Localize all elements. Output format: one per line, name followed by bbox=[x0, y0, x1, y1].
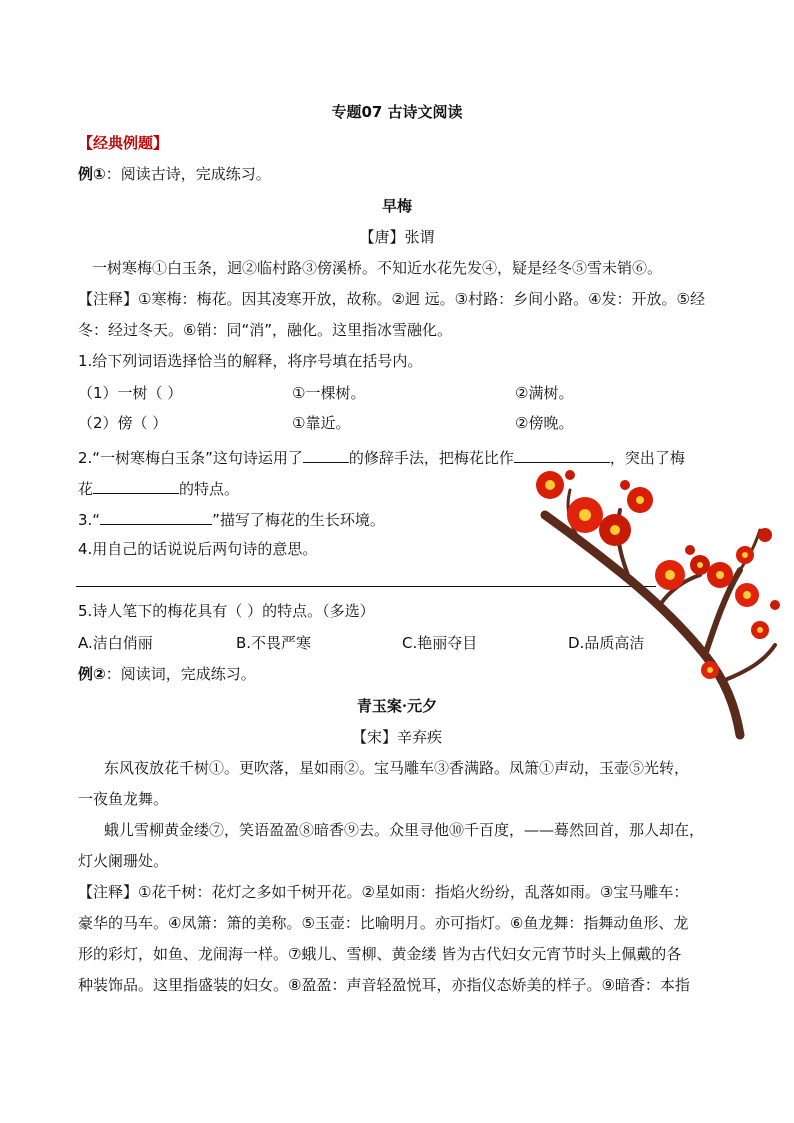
question-4: 4.用自己的话说说后两句诗的意思。 bbox=[78, 540, 318, 558]
blossoms bbox=[536, 470, 780, 679]
poem2-notes-line2: 豪华的马车。④凤箫：箫的美称。⑤玉壶：比喻明月。亦可指灯。⑥鱼龙舞：指舞动鱼形、龙 bbox=[78, 914, 689, 932]
poem2-para1-line2: 一夜鱼龙舞。 bbox=[78, 790, 169, 808]
question-1-item-2: （2）傍（ ） bbox=[78, 414, 168, 432]
poem2-notes-line4: 种装饰品。这里指盛装的妇女。⑧盈盈：声音轻盈悦耳，亦指仪态娇美的样子。⑨暗香：本指 bbox=[78, 976, 690, 994]
question-3-text-a: 3.“ bbox=[78, 511, 101, 529]
poem2-notes-line3: 形的彩灯，如鱼、龙闹海一样。⑦蛾儿、雪柳、黄金缕 皆为古代妇女元宵节时头上佩戴的各 bbox=[78, 945, 682, 963]
question-5-stem: 5.诗人笔下的梅花具有（ ）的特点。（多选） bbox=[78, 602, 375, 620]
question-1-item-1-option-2: ②满树。 bbox=[515, 384, 574, 402]
question-2-text-c: ，突出了梅 bbox=[609, 449, 685, 467]
answer-blank-feature[interactable] bbox=[93, 477, 179, 494]
question-1-stem: 1.给下列词语选择恰当的解释，将序号填在括号内。 bbox=[78, 352, 423, 370]
example1-heading bbox=[78, 164, 271, 184]
question-2-text-e: 的特点。 bbox=[179, 480, 240, 498]
question-2-text-a: 2.“一树寒梅白玉条”这句诗运用了 bbox=[78, 449, 303, 467]
poem2-para2-line1: 蛾儿雪柳黄金缕⑦，笑语盈盈⑧暗香⑨去。众里寻他⑩千百度，——蓦然回首，那人却在， bbox=[104, 821, 705, 839]
plum-blossom-branch-illustration bbox=[510, 455, 790, 740]
page-title: 专题07 古诗文阅读 bbox=[331, 103, 463, 121]
example1-label: 例① bbox=[78, 165, 106, 183]
question-2-text-d: 花 bbox=[78, 480, 94, 498]
poem1-author: 张谓 bbox=[404, 228, 435, 246]
example2-heading bbox=[78, 664, 256, 684]
question-3 bbox=[78, 508, 385, 530]
question-5-option-c[interactable]: C.艳丽夺目 bbox=[402, 634, 478, 652]
answer-blank-rhetoric[interactable] bbox=[303, 446, 349, 463]
poem2-notes-line1: 【注释】①花千树：花灯之多如千树开花。②星如雨：指焰火纷纷，乱落如雨。③宝马雕车： bbox=[78, 883, 689, 901]
question-3-text-b: ”描写了梅花的生长环境。 bbox=[212, 511, 385, 529]
example2-instruction: ：阅读词，完成练习。 bbox=[105, 665, 256, 683]
poem1-notes-line2: 冬：经过冬天。⑥销：同“消”，融化。这里指冰雪融化。 bbox=[78, 321, 452, 339]
poem1-text: 一树寒梅①白玉条，迥②临村路③傍溪桥。不知近水花先发④，疑是经冬⑤雪未销⑥。 bbox=[92, 259, 663, 277]
question-2-line2 bbox=[78, 477, 239, 499]
question-1-item-1-option-1: ①一棵树。 bbox=[292, 384, 366, 402]
question-5-option-a[interactable]: A.洁白俏丽 bbox=[78, 634, 153, 652]
example1-instruction: ：阅读古诗，完成练习。 bbox=[105, 165, 271, 183]
question-5-option-b[interactable]: B.不畏严寒 bbox=[236, 634, 312, 652]
answer-blank-verse[interactable] bbox=[100, 508, 212, 525]
question-1-item-2-option-2: ②傍晚。 bbox=[515, 414, 574, 432]
poem2-para1-line1: 东风夜放花千树①。更吹落，星如雨②。宝马雕车③香满路。凤箫①声动，玉壶⑤光转， bbox=[104, 759, 690, 777]
poem2-dynasty: 【宋】 bbox=[351, 728, 397, 746]
poem2-title: 青玉案·元夕 bbox=[356, 697, 438, 715]
poem2-para2-line2: 灯火阑珊处。 bbox=[78, 852, 169, 870]
section-label: 【经典例题】 bbox=[78, 134, 169, 152]
poem1-dynasty: 【唐】 bbox=[359, 228, 405, 246]
poem1-byline bbox=[0, 227, 794, 247]
question-5-option-d[interactable]: D.品质高洁 bbox=[568, 634, 645, 652]
question-1-item-1: （1）一树（ ） bbox=[78, 384, 183, 402]
poem2-author: 辛弃疾 bbox=[397, 728, 443, 746]
question-2-text-b: 的修辞手法，把梅花比作 bbox=[348, 449, 514, 467]
example2-label: 例② bbox=[78, 665, 106, 683]
question-1-item-2-option-1: ①靠近。 bbox=[292, 414, 351, 432]
poem1-title: 早梅 bbox=[381, 197, 412, 215]
poem1-notes-line1: 【注释】①寒梅：梅花。因其凌寒开放，故称。②迥 远。③村路：乡间小路。④发：开放。⑤经 bbox=[78, 290, 706, 308]
